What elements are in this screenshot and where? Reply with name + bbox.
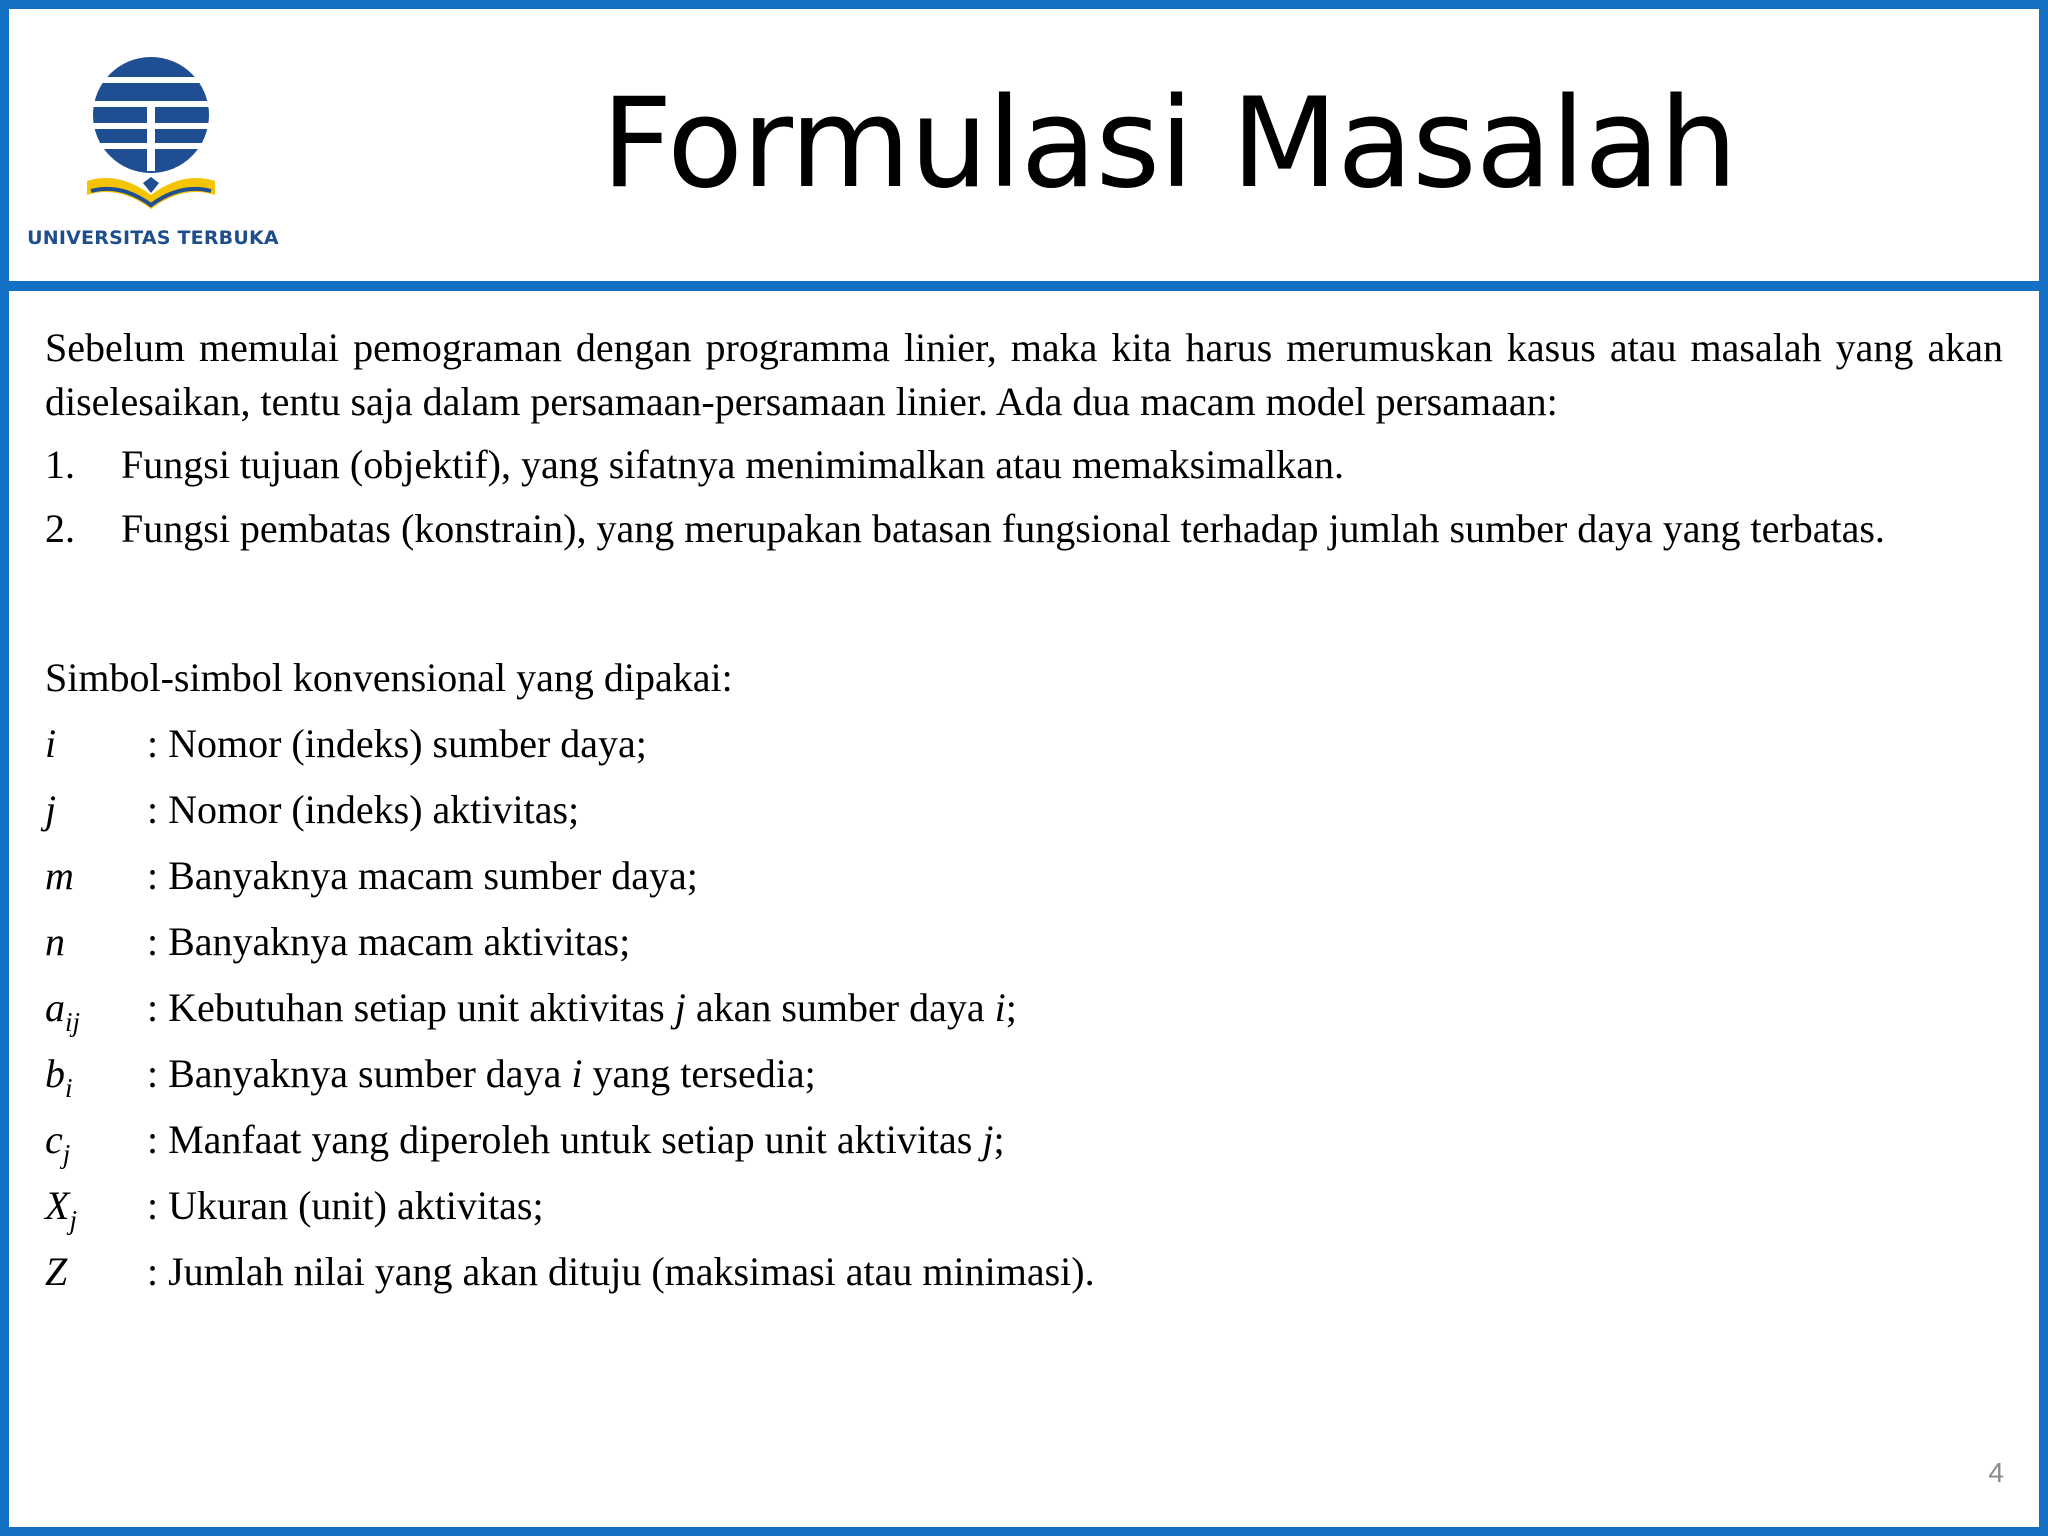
symbol-definition: : Kebutuhan setiap unit aktivitas j akan sumber daya i;	[147, 985, 1017, 1030]
symbol-row	[45, 843, 2003, 909]
symbol-definition: : Jumlah nilai yang akan dituju (maksimasi atau minimasi).	[147, 1249, 1095, 1294]
symbol: $b_i$	[45, 1051, 73, 1103]
logo-text: UNIVERSITAS TERBUKA	[27, 227, 279, 249]
symbol: $c_j$	[45, 1117, 71, 1169]
symbol: $X_j$	[45, 1183, 77, 1235]
symbol-row	[45, 777, 2003, 843]
symbol-row	[45, 1041, 2003, 1107]
symbol-row	[45, 1173, 2003, 1239]
list-item	[45, 437, 2003, 493]
symbol-definition: : Banyaknya sumber daya i yang tersedia;	[147, 1051, 816, 1096]
page-title: Formulasi Masalah	[601, 72, 1737, 216]
symbol-row	[45, 909, 2003, 975]
symbol-definition: : Banyaknya macam sumber daya;	[147, 853, 698, 898]
list-item	[45, 501, 2003, 557]
symbol: i	[45, 721, 57, 766]
slide-body	[45, 309, 2003, 1305]
symbol: Z	[45, 1249, 68, 1294]
list-text: Fungsi tujuan (objektif), yang sifatnya menimimalkan atau memaksimalkan.	[121, 442, 1345, 487]
list-text: Fungsi pembatas (konstrain), yang merupakan batasan fungsional terhadap jumlah sumber daya yang terbatas.	[121, 506, 1885, 551]
symbol-definition: : Manfaat yang diperoleh untuk setiap unit aktivitas j;	[147, 1117, 1005, 1162]
symbol: m	[45, 853, 74, 898]
symbol-row	[45, 975, 2003, 1041]
logo-emblem-icon	[81, 53, 221, 219]
symbols-heading: Simbol-simbol konvensional yang dipakai:	[45, 655, 733, 700]
symbol-list	[45, 711, 2003, 1305]
symbol-definition: : Ukuran (unit) aktivitas;	[147, 1183, 544, 1228]
symbol: j	[45, 787, 57, 832]
list-number: 1.	[45, 442, 75, 487]
symbol-row	[45, 1239, 2003, 1305]
page-number: 4	[1988, 1457, 2004, 1488]
symbol: $a_{ij}$	[45, 985, 81, 1037]
slide-header	[9, 9, 2039, 291]
model-list	[45, 437, 2003, 557]
symbol-row	[45, 711, 2003, 777]
symbol-row	[45, 1107, 2003, 1173]
symbol-definition: : Nomor (indeks) aktivitas;	[147, 787, 580, 832]
universitas-terbuka-logo	[27, 53, 279, 253]
intro-paragraph: Sebelum memulai pemograman dengan programma linier, maka kita harus merumuskan kasus atau masalah yang akan diselesaikan, tentu saja dalam persamaan-persamaan linier. Ada dua macam model persamaan:	[45, 325, 2003, 424]
list-number: 2.	[45, 506, 75, 551]
symbol-definition: : Banyaknya macam aktivitas;	[147, 919, 631, 964]
symbol: n	[45, 919, 65, 964]
symbol-definition: : Nomor (indeks) sumber daya;	[147, 721, 647, 766]
